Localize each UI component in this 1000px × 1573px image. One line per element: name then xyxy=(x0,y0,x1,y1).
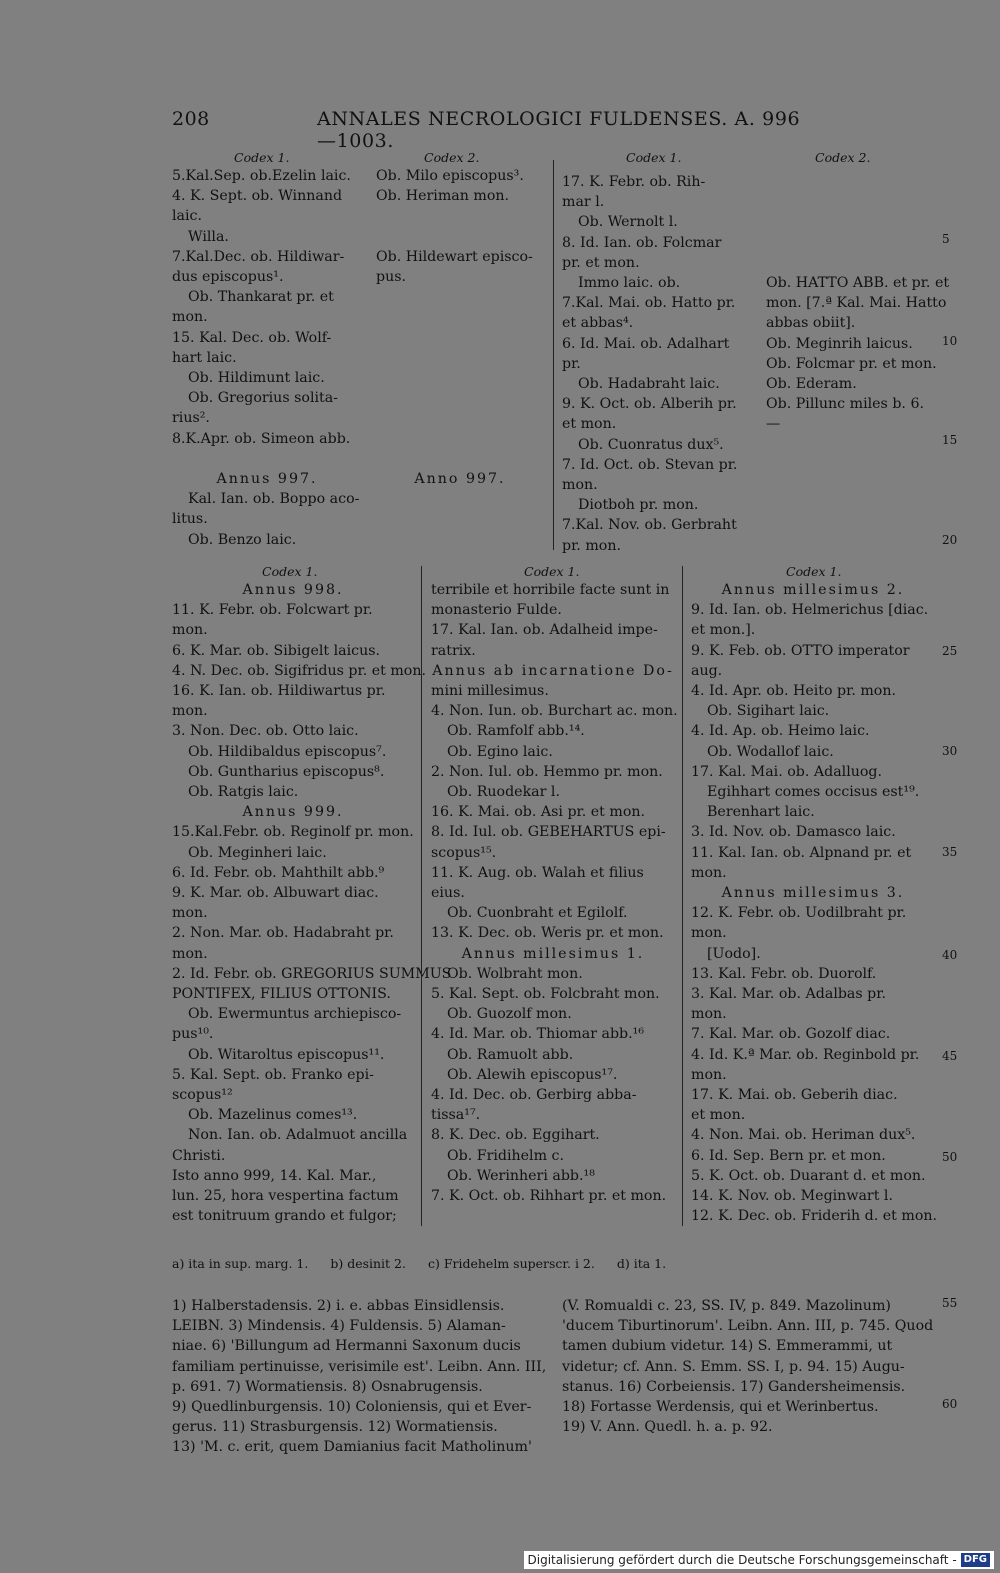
text-line: 12. K. Dec. ob. Friderih d. et mon. xyxy=(691,1208,938,1225)
text-line: 9. K. Oct. ob. Alberih pr. xyxy=(562,396,737,413)
text-line: 6. K. Mar. ob. Sibigelt laicus. xyxy=(172,642,381,659)
text-line xyxy=(766,172,936,192)
text-line: 3. Kal. Mar. ob. Adalbas pr. xyxy=(691,986,886,1003)
text-line: Ob. Ruodekar l. xyxy=(447,784,560,801)
text-line: stanus. 16) Corbeiensis. 17) Gandersheimensis. xyxy=(562,1378,906,1395)
text-line: pus¹⁰. xyxy=(172,1026,214,1043)
text-line: monasterio Fulde. xyxy=(431,602,562,619)
line-number: 60 xyxy=(942,1397,958,1411)
line-number: 40 xyxy=(942,948,958,962)
critical-apparatus xyxy=(172,1256,688,1271)
text-line: (V. Romualdi c. 23, SS. IV, p. 849. Mazolinum) xyxy=(562,1298,891,1314)
text-line: 8. Id. Iul. ob. GEBEHARTUS epi- xyxy=(431,824,666,841)
text-line: Ob. Hildimunt laic. xyxy=(188,370,325,387)
line-number: 5 xyxy=(942,232,950,246)
text-line: Ob. Egino laic. xyxy=(447,743,553,760)
text-line: mon. xyxy=(172,703,208,720)
text-line: Ob. Wernolt l. xyxy=(578,214,678,231)
text-line: mon. xyxy=(172,309,208,326)
text-line: Ob. Gregorius solita- xyxy=(188,390,338,407)
text-line: Annus 998. xyxy=(242,582,344,598)
text-line xyxy=(376,348,544,368)
text-line: 17. K. Mai. ob. Geberih diac. xyxy=(691,1087,898,1104)
line-number: 55 xyxy=(942,1296,958,1310)
text-line: et mon.]. xyxy=(691,622,756,639)
text-line: 11. Kal. Ian. ob. Alpnand pr. et xyxy=(691,844,912,861)
text-line: aug. xyxy=(691,662,723,679)
text-line: p. 691. 7) Wormatiensis. 8) Osnabrugensis. xyxy=(172,1378,483,1395)
text-line: 7. K. Oct. ob. Rihhart pr. et mon. xyxy=(431,1188,667,1205)
text-line: Ob. Guntharius episcopus⁸. xyxy=(188,763,385,780)
text-line: rius². xyxy=(172,410,210,427)
text-line: et mon. xyxy=(562,416,617,433)
footnotes-left xyxy=(172,1296,552,1458)
text-line: Immo laic. ob. xyxy=(578,275,681,292)
text-line: pr. et mon. xyxy=(562,254,640,271)
codex-header: Codex 1. xyxy=(786,564,842,579)
text-line: pr. xyxy=(562,355,581,372)
text-line: Kal. Ian. ob. Boppo aco- xyxy=(188,491,360,508)
text-line: Ob. Cuonbraht et Egilolf. xyxy=(447,905,628,922)
text-line: ratrix. xyxy=(431,642,476,659)
text-line: 13) 'M. c. erit, quem Damianius facit Matholinum' xyxy=(172,1439,532,1456)
text-line: pus. xyxy=(376,269,407,286)
text-line: Ob. Werinheri abb.¹⁸ xyxy=(447,1167,595,1184)
text-line: 4. Id. Apr. ob. Heito pr. mon. xyxy=(691,683,896,700)
codex-header: Codex 2. xyxy=(424,150,480,165)
text-line: 11. K. Febr. ob. Folcwart pr. xyxy=(172,602,373,619)
column-rule xyxy=(682,566,683,1226)
text-line: 6. Id. Mai. ob. Adalhart xyxy=(562,335,730,352)
text-line: Ob. Fridihelm c. xyxy=(447,1147,565,1164)
text-line xyxy=(376,227,544,247)
text-line: Annus millesimus 2. xyxy=(721,582,905,598)
text-line: Ob. Hildibaldus episcopus⁷. xyxy=(188,743,387,760)
text-line: 1) Halberstadensis. 2) i. e. abbas Einsidlensis. xyxy=(172,1298,505,1314)
column-rule xyxy=(421,566,422,1226)
text-line: Ob. Ederam. xyxy=(766,376,857,393)
text-line: Ob. Hadabraht laic. xyxy=(578,376,720,393)
text-line: Ob. Cuonratus dux⁵. xyxy=(578,436,724,453)
text-line: 19) V. Ann. Quedl. h. a. p. 92. xyxy=(562,1419,773,1436)
text-line: 4. Id. Dec. ob. Gerbirg abba- xyxy=(431,1087,637,1104)
text-line: 8.K.Apr. ob. Simeon abb. xyxy=(172,430,351,447)
column-bottom-right xyxy=(691,580,938,1227)
column-top-left-codex1 xyxy=(172,166,362,550)
text-line: dus episcopus¹. xyxy=(172,269,284,286)
text-line: Annus ab incarnatione Do- xyxy=(432,662,674,679)
text-line: laic. xyxy=(172,208,202,225)
text-line: 13. K. Dec. ob. Weris pr. et mon. xyxy=(431,925,664,942)
text-line: 9. Id. Ian. ob. Helmerichus [diac. xyxy=(691,602,929,619)
line-number: 20 xyxy=(942,533,958,547)
text-line xyxy=(766,233,936,253)
line-number: 15 xyxy=(942,433,958,447)
line-number: 50 xyxy=(942,1150,958,1164)
text-line xyxy=(376,388,544,408)
text-line: 15.Kal.Febr. ob. Reginolf pr. mon. xyxy=(172,824,414,841)
text-line: 8. Id. Ian. ob. Folcmar xyxy=(562,234,722,251)
text-line: 9) Quedlinburgensis. 10) Coloniensis, qui et Ever- xyxy=(172,1399,532,1416)
text-line: Christi. xyxy=(172,1147,226,1164)
text-line xyxy=(376,206,544,226)
text-line: Ob. Meginrih laicus. xyxy=(766,335,913,352)
text-line xyxy=(376,328,544,348)
text-line: scopus¹² xyxy=(172,1087,233,1104)
text-line: 5. Kal. Sept. ob. Franko epi- xyxy=(172,1066,374,1083)
text-line: Isto anno 999, 14. Kal. Mar., xyxy=(172,1167,377,1184)
text-line: 9. K. Mar. ob. Albuwart diac. xyxy=(172,885,379,902)
text-line: 4. Id. Mar. ob. Thiomar abb.¹⁶ xyxy=(431,1026,645,1043)
text-line: 4. N. Dec. ob. Sigifridus pr. et mon. xyxy=(172,662,426,679)
text-line: mon. xyxy=(691,864,727,881)
text-line: mon. xyxy=(172,945,208,962)
text-line xyxy=(766,212,936,232)
text-line: 11. K. Aug. ob. Walah et filius xyxy=(431,864,644,881)
text-line: 2. Id. Febr. ob. GREGORIUS SUMMUS xyxy=(172,965,452,982)
apparatus-note: d) ita 1. xyxy=(616,1256,667,1271)
text-line: Ob. Thankarat pr. et xyxy=(188,289,334,306)
line-number: 35 xyxy=(942,845,958,859)
text-line: mon. xyxy=(691,925,727,942)
text-line: tissa¹⁷. xyxy=(431,1107,481,1124)
text-line: 4. Id. K.ª Mar. ob. Reginbold pr. xyxy=(691,1046,920,1063)
column-bottom-middle xyxy=(431,580,678,1206)
text-line: eius. xyxy=(431,885,465,902)
column-top-right-codex1 xyxy=(562,172,748,556)
text-line: 17. Kal. Ian. ob. Adalheid impe- xyxy=(431,622,658,639)
text-line: pr. mon. xyxy=(562,537,621,554)
footer-text: Digitalisierung gefördert durch die Deutsche Forschungsgemeinschaft - xyxy=(527,1553,957,1567)
text-line: 18) Fortasse Werdensis, qui et Werinbertus. xyxy=(562,1399,879,1416)
text-line: 12. K. Febr. ob. Uodilbraht pr. xyxy=(691,905,907,922)
text-line: 2. Non. Iul. ob. Hemmo pr. mon. xyxy=(431,763,663,780)
text-line: Ob. Sigihart laic. xyxy=(707,703,830,720)
text-line: 14. K. Nov. ob. Meginwart l. xyxy=(691,1188,893,1205)
apparatus-note: b) desinit 2. xyxy=(330,1256,406,1271)
text-line: Ob. Folcmar pr. et mon. xyxy=(766,355,937,372)
text-line: Ob. Pillunc miles b. 6. xyxy=(766,396,924,413)
apparatus-note: a) ita in sup. marg. 1. xyxy=(172,1256,309,1271)
text-line: 17. Kal. Mai. ob. Adalluog. xyxy=(691,763,883,780)
funding-footer xyxy=(524,1551,995,1569)
text-line: 13. Kal. Febr. ob. Duorolf. xyxy=(691,965,877,982)
text-line: Annus millesimus 1. xyxy=(461,945,645,962)
text-line: 4. Id. Ap. ob. Heimo laic. xyxy=(691,723,870,740)
codex-header: Codex 1. xyxy=(626,150,682,165)
text-line: Ob. Ewermuntus archiepisco- xyxy=(188,1006,402,1023)
text-line: scopus¹⁵. xyxy=(431,844,497,861)
text-line: 7.Kal.Dec. ob. Hildiwar- xyxy=(172,248,345,265)
text-line: Annus 999. xyxy=(242,804,344,821)
text-line: Willa. xyxy=(188,228,229,245)
column-rule xyxy=(553,160,554,550)
text-line: Ob. Wolbraht mon. xyxy=(447,965,583,982)
text-line: est tonitruum grando et fulgor; xyxy=(172,1208,397,1225)
text-line: familiam pertinuisse, verisimile est'. Leibn. Ann. III, xyxy=(172,1358,547,1375)
text-line: tamen dubium videtur. 14) S. Emmerammi, ut xyxy=(562,1338,893,1355)
codex-header: Codex 1. xyxy=(234,150,290,165)
text-line: 7. Kal. Mar. ob. Gozolf diac. xyxy=(691,1026,891,1043)
running-title: ANNALES NECROLOGICI FULDENSES. A. 996—1003. xyxy=(317,108,801,152)
text-line: hart laic. xyxy=(172,349,237,366)
text-line: 5. K. Oct. ob. Duarant d. et mon. xyxy=(691,1167,926,1184)
text-line: 7.Kal. Mai. ob. Hatto pr. xyxy=(562,295,736,312)
text-line: 9. K. Feb. ob. OTTO imperator xyxy=(691,642,910,659)
text-line: Diotboh pr. mon. xyxy=(578,497,699,514)
text-line: 4. K. Sept. ob. Winnand xyxy=(172,188,343,205)
text-line: niae. 6) 'Billungum ad Hermanni Saxonum ducis xyxy=(172,1338,521,1355)
text-line: et abbas⁴. xyxy=(562,315,634,332)
codex-header: Codex 1. xyxy=(524,564,580,579)
text-line: Ob. Milo episcopus³. xyxy=(376,168,524,184)
text-line: Annus 997. xyxy=(216,471,318,488)
text-line: mini millesimus. xyxy=(431,683,549,700)
text-line: Berenhart laic. xyxy=(707,804,815,821)
text-line: mon. xyxy=(172,622,208,639)
page-number: 208 xyxy=(172,108,210,130)
text-line: 17. K. Febr. ob. Rih- xyxy=(562,174,706,190)
text-line: Ob. Ratgis laic. xyxy=(188,784,299,801)
line-number: 30 xyxy=(942,744,958,758)
line-number: 45 xyxy=(942,1049,958,1063)
text-line: 2. Non. Mar. ob. Hadabraht pr. xyxy=(172,925,394,942)
text-line: 3. Non. Dec. ob. Otto laic. xyxy=(172,723,359,740)
text-line: mon. [7.ª Kal. Mai. Hatto xyxy=(766,295,947,312)
text-line: lun. 25, hora vespertina factum xyxy=(172,1188,399,1205)
text-line: 6. Id. Febr. ob. Mahthilt abb.⁹ xyxy=(172,864,385,881)
text-line: mon. xyxy=(691,1066,727,1083)
text-line: 5. Kal. Sept. ob. Folcbraht mon. xyxy=(431,986,660,1003)
text-line: Egihhart comes occisus est¹⁹. xyxy=(707,784,920,801)
line-number: 10 xyxy=(942,334,958,348)
text-line: 4. Non. Mai. ob. Heriman dux⁵. xyxy=(691,1127,916,1144)
text-line: et mon. xyxy=(691,1107,746,1124)
text-line: mon. xyxy=(172,905,208,922)
text-line: Ob. Hildewart episco- xyxy=(376,248,533,265)
text-line xyxy=(766,253,936,273)
text-line: 16. K. Ian. ob. Hildiwartus pr. xyxy=(172,683,386,700)
text-line: videtur; cf. Ann. S. Emm. SS. I, p. 94. 15) Augu- xyxy=(562,1358,905,1375)
text-line: terribile et horribile facte sunt in xyxy=(431,582,670,598)
text-line: 7. Id. Oct. ob. Stevan pr. xyxy=(562,456,738,473)
dfg-logo: DFG xyxy=(961,1553,990,1567)
column-top-left-codex2 xyxy=(376,166,544,489)
text-line: 5.Kal.Sep. ob.Ezelin laic. xyxy=(172,168,351,184)
text-line: 7.Kal. Nov. ob. Gerbraht xyxy=(562,517,737,534)
text-line: 4. Non. Iun. ob. Burchart ac. mon. xyxy=(431,703,678,720)
text-line: Ob. Heriman mon. xyxy=(376,188,510,205)
text-line xyxy=(376,429,544,449)
text-line xyxy=(172,449,362,469)
text-line: Ob. Ramuolt abb. xyxy=(447,1046,574,1063)
codex-header: Codex 2. xyxy=(815,150,871,165)
text-line xyxy=(376,368,544,388)
text-line: LEIBN. 3) Mindensis. 4) Fuldensis. 5) Alaman- xyxy=(172,1318,506,1335)
text-line: Ob. Mazelinus comes¹³. xyxy=(188,1107,358,1124)
text-line xyxy=(376,449,544,469)
text-line: litus. xyxy=(172,511,208,528)
text-line: Ob. Wodallof laic. xyxy=(707,743,834,760)
codex-header: Codex 1. xyxy=(262,564,318,579)
text-line: Ob. Meginheri laic. xyxy=(188,844,327,861)
text-line: Ob. HATTO ABB. et pr. et xyxy=(766,275,950,292)
text-line: 15. Kal. Dec. ob. Wolf- xyxy=(172,329,332,346)
text-line: Ob. Benzo laic. xyxy=(188,531,297,548)
apparatus-note: c) Fridehelm superscr. i 2. xyxy=(427,1256,595,1271)
text-line: Annus millesimus 3. xyxy=(721,885,905,902)
text-line: 3. Id. Nov. ob. Damasco laic. xyxy=(691,824,896,841)
text-line xyxy=(376,287,544,307)
text-line: 8. K. Dec. ob. Eggihart. xyxy=(431,1127,600,1144)
text-line: mar l. xyxy=(562,194,605,211)
text-line: mon. xyxy=(562,477,598,494)
text-line: 16. K. Mai. ob. Asi pr. et mon. xyxy=(431,804,646,821)
text-line: [Uodo]. xyxy=(707,945,761,962)
text-line: — xyxy=(766,416,781,433)
text-line: 'ducem Tiburtinorum'. Leibn. Ann. III, p. 745. Quod xyxy=(562,1318,934,1335)
text-line: abbas obiit]. xyxy=(766,315,856,332)
page-header xyxy=(172,108,802,152)
text-line: 6. Id. Sep. Bern pr. et mon. xyxy=(691,1147,886,1164)
text-line: Anno 997. xyxy=(414,471,506,488)
footnotes-right xyxy=(562,1296,942,1437)
text-line: Ob. Alewih episcopus¹⁷. xyxy=(447,1066,618,1083)
text-line xyxy=(376,307,544,327)
text-line: PONTIFEX, FILIUS OTTONIS. xyxy=(172,986,391,1003)
text-line: Non. Ian. ob. Adalmuot ancilla xyxy=(188,1127,408,1144)
text-line xyxy=(766,192,936,212)
text-line: gerus. 11) Strasburgensis. 12) Wormatiensis. xyxy=(172,1419,498,1436)
text-line xyxy=(376,408,544,428)
text-line: Ob. Guozolf mon. xyxy=(447,1006,572,1023)
text-line: Ob. Witaroltus episcopus¹¹. xyxy=(188,1046,385,1063)
text-line: mon. xyxy=(691,1006,727,1023)
line-number: 25 xyxy=(942,644,958,658)
text-line: Ob. Ramfolf abb.¹⁴. xyxy=(447,723,585,740)
